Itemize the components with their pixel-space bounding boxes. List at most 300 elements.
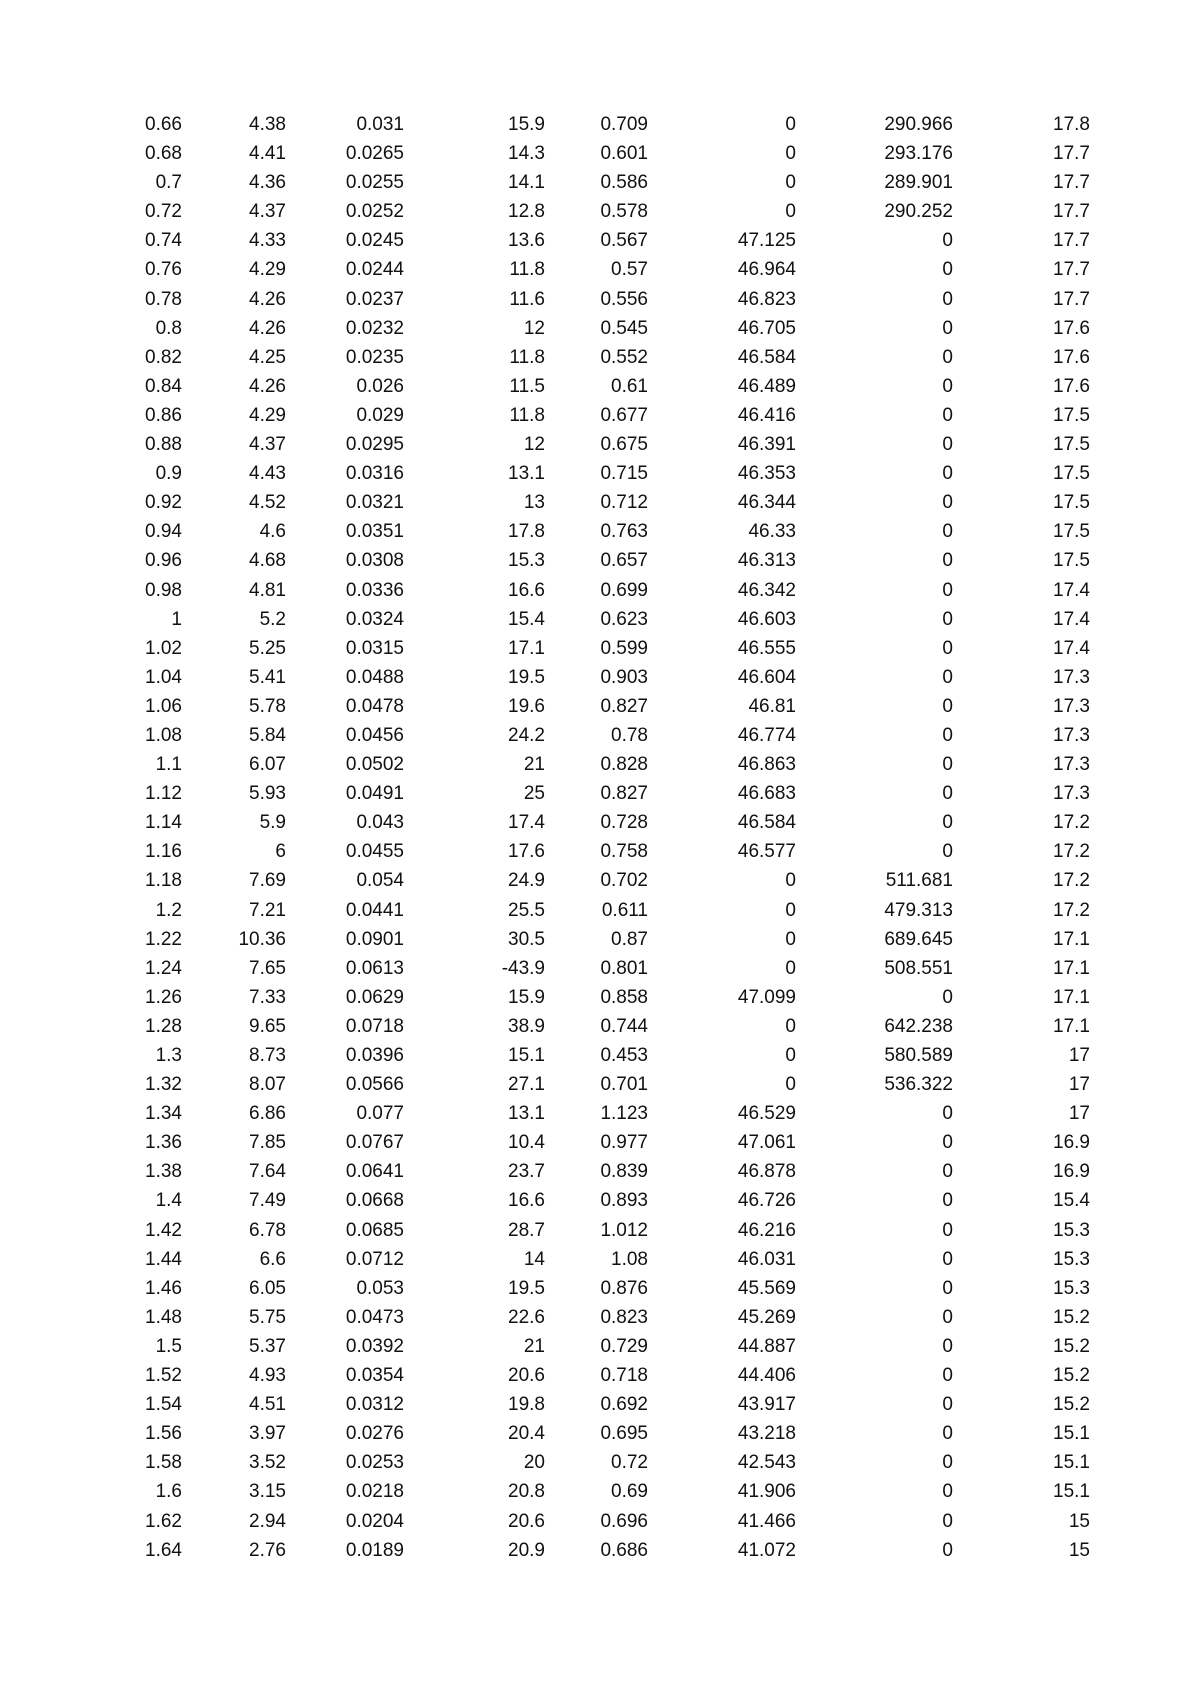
table-cell: 4.6 (259, 521, 286, 543)
table-cell: 7.64 (249, 1161, 286, 1183)
table-row (0, 517, 1190, 546)
table-cell: 17 (1068, 1045, 1090, 1066)
table-cell: 15.2 (1053, 1306, 1090, 1328)
table-cell: 2.76 (249, 1539, 286, 1561)
table-cell: 0.556 (600, 288, 648, 310)
table-cell: 0.578 (600, 201, 648, 223)
table-cell: 0.858 (600, 986, 648, 1008)
table-cell: 7.33 (249, 986, 286, 1008)
table-cell: 0.801 (600, 957, 648, 979)
table-cell: 46.878 (737, 1161, 796, 1183)
table-cell: 46.342 (737, 579, 796, 601)
table-row (0, 1507, 1190, 1536)
table-cell: 17.3 (1053, 666, 1090, 688)
table-cell: 11.8 (509, 404, 545, 426)
table-cell: 0.0321 (345, 492, 404, 514)
table-row (0, 954, 1190, 983)
table-cell: 0 (942, 1335, 953, 1357)
table-cell: 5.84 (249, 724, 286, 746)
table-cell: 0.0392 (345, 1335, 404, 1357)
table-cell: 4.38 (249, 114, 286, 135)
table-row (0, 1099, 1190, 1128)
table-cell: 1.38 (145, 1161, 182, 1183)
table-cell: 0.82 (145, 346, 182, 368)
table-cell: 4.68 (249, 550, 286, 572)
table-cell: 15 (1068, 1510, 1090, 1532)
table-cell: 0.0566 (345, 1074, 404, 1096)
table-cell: 0.718 (600, 1365, 648, 1387)
table-cell: 17.4 (1053, 637, 1090, 659)
table-cell: 46.603 (737, 608, 796, 630)
table-cell: 0.827 (600, 695, 648, 717)
table-cell: 4.41 (249, 143, 286, 165)
table-cell: 17.2 (1053, 841, 1090, 863)
table-cell: 17.7 (1053, 143, 1090, 165)
table-cell: 17.3 (1053, 754, 1090, 776)
table-cell: 0.0502 (345, 754, 404, 776)
table-row (0, 1448, 1190, 1477)
table-cell: 1.14 (145, 812, 182, 834)
table-cell: 0.0232 (345, 317, 404, 339)
table-cell: 0.0441 (345, 899, 404, 921)
table-row (0, 401, 1190, 430)
table-cell: 0.712 (600, 492, 648, 514)
table-cell: 6.78 (249, 1219, 286, 1241)
table-cell: 0 (785, 201, 796, 223)
table-cell: 46.416 (737, 404, 796, 426)
table-cell: 0 (942, 1394, 953, 1416)
table-cell: 20.9 (508, 1539, 545, 1561)
table-cell: 0.031 (356, 114, 404, 135)
table-cell: 0 (942, 1539, 953, 1561)
table-cell: 46.489 (737, 375, 796, 397)
table-row (0, 866, 1190, 895)
table-cell: 1.26 (145, 986, 182, 1008)
table-cell: 0.586 (600, 172, 648, 194)
table-cell: 0.0767 (345, 1132, 404, 1154)
table-cell: 0 (942, 317, 953, 339)
table-cell: 46.683 (737, 783, 796, 805)
table-cell: 45.269 (737, 1306, 796, 1328)
table-cell: 41.906 (737, 1481, 796, 1503)
table-cell: 0 (942, 1190, 953, 1212)
table-cell: 0.0354 (345, 1365, 404, 1387)
table-cell: 0.0478 (345, 695, 404, 717)
table-row (0, 1012, 1190, 1041)
table-cell: 5.41 (249, 666, 286, 688)
table-cell: 17.5 (1053, 521, 1090, 543)
data-sheet (0, 110, 1190, 1565)
table-cell: 44.406 (737, 1365, 796, 1387)
table-cell: 5.37 (249, 1335, 286, 1357)
table-cell: 0.903 (600, 666, 648, 688)
table-row (0, 459, 1190, 488)
table-cell: 45.569 (737, 1277, 796, 1299)
table-cell: 1.28 (145, 1015, 182, 1037)
table-cell: 0 (785, 928, 796, 950)
table-cell: 17.5 (1053, 550, 1090, 572)
table-cell: 1.22 (145, 928, 182, 950)
table-cell: 11.8 (509, 259, 545, 281)
table-cell: 0.744 (600, 1015, 648, 1037)
table-cell: 3.15 (249, 1481, 286, 1503)
table-cell: 0.823 (600, 1306, 648, 1328)
table-cell: 6 (275, 841, 286, 863)
table-cell: 7.85 (249, 1132, 286, 1154)
table-cell: 0 (942, 550, 953, 572)
table-cell: 5.93 (249, 783, 286, 805)
table-cell: 0.7 (155, 172, 182, 194)
table-cell: 19.6 (508, 695, 545, 717)
table-row (0, 779, 1190, 808)
table-cell: 0.0312 (345, 1394, 404, 1416)
table-cell: 15.9 (508, 114, 545, 135)
table-cell: 0 (785, 1015, 796, 1037)
table-cell: 28.7 (508, 1219, 545, 1241)
table-cell: 0.043 (356, 812, 404, 834)
table-cell: 1.2 (155, 899, 182, 921)
table-cell: 0.0308 (345, 550, 404, 572)
table-cell: 1.34 (145, 1103, 182, 1125)
table-cell: 20.6 (508, 1365, 545, 1387)
table-cell: 7.49 (249, 1190, 286, 1212)
table-cell: 1.62 (145, 1510, 182, 1532)
table-cell: 0.0316 (345, 463, 404, 485)
table-cell: 508.551 (884, 957, 953, 979)
table-cell: 41.072 (737, 1539, 796, 1561)
table-row (0, 110, 1190, 139)
table-cell: 0.96 (145, 550, 182, 572)
table-cell: 15.2 (1053, 1335, 1090, 1357)
table-cell: 17.8 (1053, 114, 1090, 135)
table-cell: 23.7 (508, 1161, 545, 1183)
table-cell: 0.053 (356, 1277, 404, 1299)
table-cell: 0.0901 (345, 928, 404, 950)
table-cell: 4.25 (249, 346, 286, 368)
table-cell: 46.81 (748, 695, 796, 717)
table-cell: 10.4 (508, 1132, 545, 1154)
table-cell: 17.1 (1053, 957, 1090, 979)
table-cell: 1.04 (145, 666, 182, 688)
table-cell: 17.5 (1053, 463, 1090, 485)
table-cell: 13.6 (508, 230, 545, 252)
table-cell: 1.36 (145, 1132, 182, 1154)
table-cell: 15 (1068, 1539, 1090, 1561)
table-cell: 0.88 (145, 434, 182, 456)
table-cell: 0.0712 (345, 1248, 404, 1270)
table-cell: 536.322 (884, 1074, 953, 1096)
table-cell: 15.1 (508, 1045, 545, 1066)
table-cell: 19.5 (508, 666, 545, 688)
table-cell: 0.92 (145, 492, 182, 514)
table-cell: 46.216 (737, 1219, 796, 1241)
table-cell: 21 (523, 754, 545, 776)
table-cell: 0 (785, 899, 796, 921)
table-cell: 0.94 (145, 521, 182, 543)
table-row (0, 1070, 1190, 1099)
table-cell: 6.86 (249, 1103, 286, 1125)
table-cell: 0 (942, 724, 953, 746)
table-row (0, 750, 1190, 779)
table-cell: -43.9 (501, 957, 545, 979)
table-cell: 0.0295 (345, 434, 404, 456)
table-cell: 1.3 (155, 1045, 182, 1066)
table-cell: 0.839 (600, 1161, 648, 1183)
table-cell: 5.78 (249, 695, 286, 717)
table-cell: 6.05 (249, 1277, 286, 1299)
table-row (0, 139, 1190, 168)
table-cell: 5.9 (259, 812, 286, 834)
table-cell: 25 (523, 783, 545, 805)
table-cell: 0 (942, 1423, 953, 1445)
table-cell: 0 (942, 1103, 953, 1125)
table-cell: 17.2 (1053, 870, 1090, 892)
table-row (0, 226, 1190, 255)
table-cell: 1.18 (145, 870, 182, 892)
table-cell: 42.543 (737, 1452, 796, 1474)
table-cell: 17.8 (508, 521, 545, 543)
table-cell: 17.5 (1053, 434, 1090, 456)
table-cell: 0.72 (145, 201, 182, 223)
table-cell: 27.1 (508, 1074, 545, 1096)
table-cell: 46.391 (737, 434, 796, 456)
table-cell: 13.1 (508, 463, 545, 485)
table-cell: 0.9 (155, 463, 182, 485)
table-cell: 15.1 (1053, 1452, 1090, 1474)
table-cell: 15.2 (1053, 1394, 1090, 1416)
table-cell: 1.4 (155, 1190, 182, 1212)
table-cell: 0 (942, 346, 953, 368)
table-cell: 17.6 (1053, 346, 1090, 368)
table-cell: 46.705 (737, 317, 796, 339)
table-row (0, 1274, 1190, 1303)
table-row (0, 808, 1190, 837)
table-cell: 0.827 (600, 783, 648, 805)
table-cell: 0 (785, 114, 796, 135)
table-row (0, 1245, 1190, 1274)
table-cell: 0.61 (611, 375, 648, 397)
table-cell: 17.4 (1053, 608, 1090, 630)
table-cell: 0.876 (600, 1277, 648, 1299)
table-cell: 47.061 (737, 1132, 796, 1154)
table-cell: 511.681 (885, 870, 953, 892)
table-cell: 0.0455 (345, 841, 404, 863)
table-cell: 43.218 (737, 1423, 796, 1445)
table-cell: 0 (942, 1277, 953, 1299)
table-cell: 17.5 (1053, 492, 1090, 514)
table-cell: 0.0245 (345, 230, 404, 252)
table-cell: 0.758 (600, 841, 648, 863)
table-cell: 0.0253 (345, 1452, 404, 1474)
table-cell: 1.08 (145, 724, 182, 746)
table-cell: 17.1 (1053, 1015, 1090, 1037)
table-row (0, 1041, 1190, 1070)
table-cell: 17.4 (1053, 579, 1090, 601)
table-cell: 0 (942, 783, 953, 805)
table-cell: 0 (942, 695, 953, 717)
table-cell: 46.577 (737, 841, 796, 863)
table-cell: 46.353 (737, 463, 796, 485)
table-cell: 9.65 (249, 1015, 286, 1037)
table-cell: 0.0189 (345, 1539, 404, 1561)
table-cell: 0 (942, 608, 953, 630)
table-cell: 0 (942, 579, 953, 601)
table-cell: 6.6 (259, 1248, 286, 1270)
table-cell: 0 (785, 172, 796, 194)
table-cell: 17.7 (1053, 201, 1090, 223)
table-cell: 19.5 (508, 1277, 545, 1299)
table-cell: 0 (942, 1510, 953, 1532)
table-cell: 0.0351 (345, 521, 404, 543)
table-cell: 24.2 (508, 724, 545, 746)
table-row (0, 1536, 1190, 1565)
table-cell: 17.7 (1053, 259, 1090, 281)
table-cell: 1.58 (145, 1452, 182, 1474)
table-cell: 0.692 (600, 1394, 648, 1416)
table-cell: 0 (942, 404, 953, 426)
table-cell: 0 (942, 1132, 953, 1154)
table-cell: 0.977 (600, 1132, 648, 1154)
table-cell: 0 (785, 870, 796, 892)
table-cell: 0.0456 (345, 724, 404, 746)
table-cell: 0 (942, 1161, 953, 1183)
table-cell: 1.46 (145, 1277, 182, 1299)
table-cell: 17.3 (1053, 695, 1090, 717)
table-cell: 0.893 (600, 1190, 648, 1212)
table-cell: 1.44 (145, 1248, 182, 1270)
table-row (0, 1128, 1190, 1157)
table-cell: 16.6 (508, 1190, 545, 1212)
table-cell: 0.599 (600, 637, 648, 659)
table-row (0, 1157, 1190, 1186)
table-cell: 0 (942, 434, 953, 456)
table-row (0, 1216, 1190, 1245)
table-cell: 0.0629 (345, 986, 404, 1008)
table-cell: 17.6 (1053, 317, 1090, 339)
table-cell: 15.9 (508, 986, 545, 1008)
table-cell: 3.97 (249, 1423, 286, 1445)
table-cell: 0 (942, 1481, 953, 1503)
table-cell: 0.0491 (345, 783, 404, 805)
table-cell: 4.43 (249, 463, 286, 485)
table-cell: 580.589 (884, 1045, 953, 1066)
table-cell: 46.584 (737, 346, 796, 368)
table-cell: 1.123 (600, 1103, 648, 1125)
table-cell: 0.8 (155, 317, 182, 339)
table-cell: 0 (942, 492, 953, 514)
table-cell: 20 (523, 1452, 545, 1474)
table-row (0, 1361, 1190, 1390)
table-cell: 11.8 (509, 346, 545, 368)
table-cell: 0 (942, 666, 953, 688)
table-cell: 0.68 (145, 143, 182, 165)
table-row (0, 983, 1190, 1012)
table-cell: 0 (942, 637, 953, 659)
table-cell: 7.69 (249, 870, 286, 892)
table-cell: 0.077 (356, 1103, 404, 1125)
table-cell: 0.84 (145, 375, 182, 397)
table-cell: 15.3 (1053, 1248, 1090, 1270)
table-cell: 1.52 (145, 1365, 182, 1387)
table-cell: 46.313 (737, 550, 796, 572)
table-cell: 15.4 (508, 608, 545, 630)
table-cell: 4.33 (249, 230, 286, 252)
table-cell: 0.0336 (345, 579, 404, 601)
table-cell: 0.567 (600, 230, 648, 252)
table-cell: 1.42 (145, 1219, 182, 1241)
table-cell: 46.604 (737, 666, 796, 688)
table-cell: 0 (785, 1074, 796, 1096)
table-cell: 15.1 (1053, 1481, 1090, 1503)
table-cell: 293.176 (884, 143, 953, 165)
table-cell: 17.1 (508, 637, 545, 659)
table-cell: 1 (171, 608, 182, 630)
table-cell: 0.76 (145, 259, 182, 281)
table-cell: 5.75 (249, 1306, 286, 1328)
table-cell: 25.5 (508, 899, 545, 921)
table-cell: 4.51 (249, 1394, 286, 1416)
table-cell: 5.25 (249, 637, 286, 659)
table-cell: 4.26 (249, 317, 286, 339)
table-cell: 17.6 (508, 841, 545, 863)
table-cell: 46.863 (737, 754, 796, 776)
table-cell: 46.529 (737, 1103, 796, 1125)
table-cell: 0.0237 (345, 288, 404, 310)
table-cell: 17.5 (1053, 404, 1090, 426)
table-cell: 47.099 (737, 986, 796, 1008)
table-cell: 0 (942, 1306, 953, 1328)
table-cell: 0.729 (600, 1335, 648, 1357)
table-row (0, 605, 1190, 634)
table-cell: 22.6 (508, 1306, 545, 1328)
table-row (0, 1303, 1190, 1332)
table-cell: 46.031 (737, 1248, 796, 1270)
table-cell: 17.4 (508, 812, 545, 834)
table-cell: 7.65 (249, 957, 286, 979)
table-cell: 14 (523, 1248, 545, 1270)
table-cell: 1.6 (155, 1481, 182, 1503)
table-row (0, 1390, 1190, 1419)
table-cell: 19.8 (508, 1394, 545, 1416)
table-cell: 17.6 (1053, 375, 1090, 397)
table-cell: 0.552 (600, 346, 648, 368)
table-cell: 0 (942, 259, 953, 281)
table-cell: 0.78 (611, 724, 648, 746)
table-cell: 1.1 (155, 754, 182, 776)
table-cell: 5.2 (259, 608, 286, 630)
table-cell: 689.645 (884, 928, 953, 950)
table-row (0, 546, 1190, 575)
table-cell: 0.0255 (345, 172, 404, 194)
table-row (0, 1419, 1190, 1448)
table-cell: 1.56 (145, 1423, 182, 1445)
table-cell: 1.012 (600, 1219, 648, 1241)
table-cell: 642.238 (884, 1015, 953, 1037)
table-cell: 0 (942, 1365, 953, 1387)
table-cell: 15.2 (1053, 1365, 1090, 1387)
table-row (0, 255, 1190, 284)
table-cell: 17.7 (1053, 172, 1090, 194)
table-cell: 12.8 (508, 201, 545, 223)
table-cell: 16.9 (1053, 1132, 1090, 1154)
table-cell: 0.0613 (345, 957, 404, 979)
table-cell: 0.0324 (345, 608, 404, 630)
table-row (0, 488, 1190, 517)
table-cell: 4.29 (249, 404, 286, 426)
table-cell: 46.726 (737, 1190, 796, 1212)
table-cell: 1.54 (145, 1394, 182, 1416)
table-cell: 4.29 (249, 259, 286, 281)
